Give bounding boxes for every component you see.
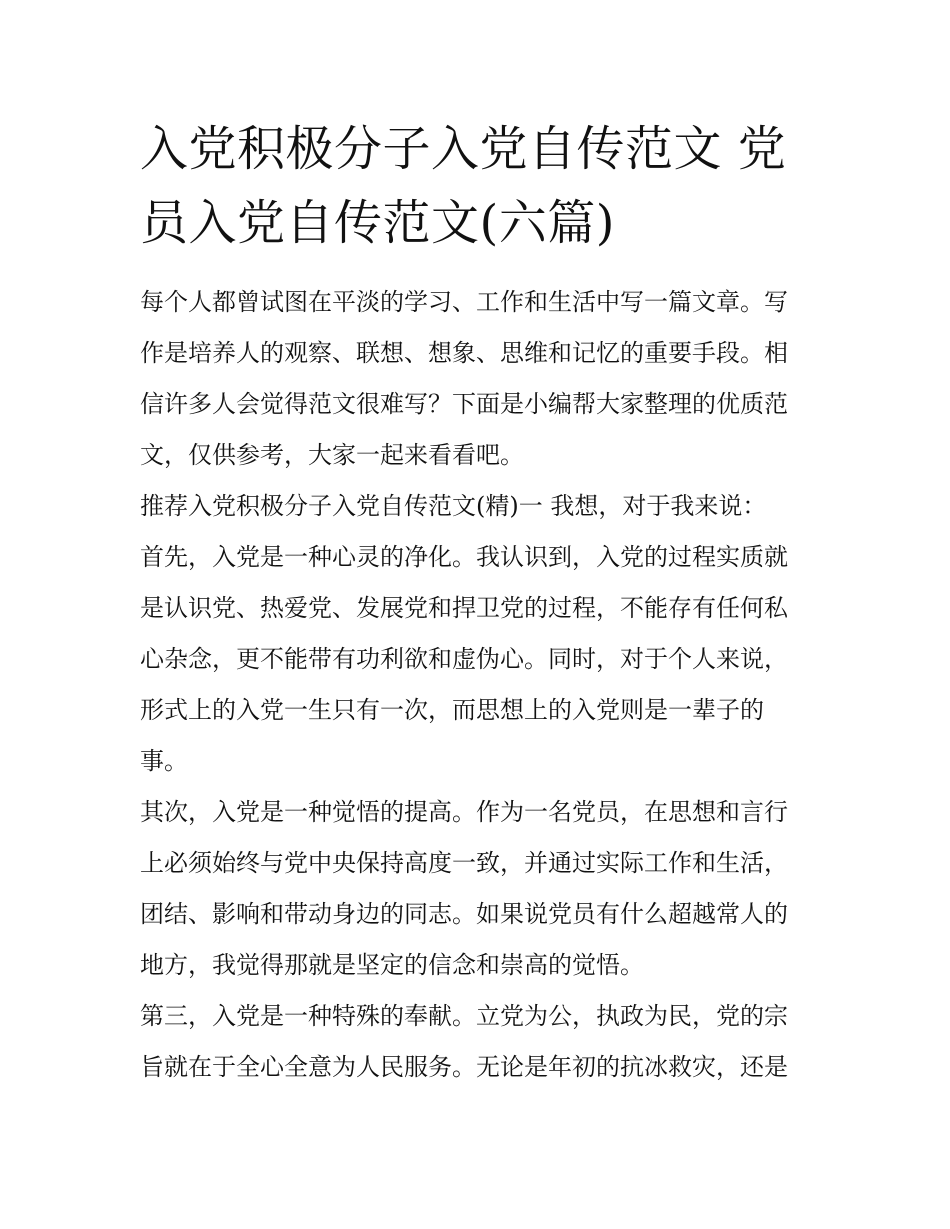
body-line: 推荐入党积极分子入党自传范文(精)一 我想，对于我来说： (140, 492, 767, 520)
body-line: 第三，入党是一种特殊的奉献。立党为公，执政为民，党的宗 (140, 1002, 788, 1030)
body-line: 团结、影响和带动身边的同志。如果说党员有什么超越常人的 (140, 900, 788, 928)
body-line: 每个人都曾试图在平淡的学习、工作和生活中写一篇文章。写 (140, 288, 788, 316)
body-line: 是认识党、热爱党、发展党和捍卫党的过程，不能存有任何私 (140, 594, 788, 622)
body-line: 旨就在于全心全意为人民服务。无论是年初的抗冰救灾，还是 (140, 1053, 788, 1081)
document-body (140, 277, 820, 1093)
body-line: 作是培养人的观察、联想、想象、思维和记忆的重要手段。相 (140, 339, 788, 367)
body-line: 上必须始终与党中央保持高度一致，并通过实际工作和生活， (140, 849, 788, 877)
title-line: 入党积极分子入党自传范文 党 (140, 121, 787, 177)
body-line: 心杂念，更不能带有功利欲和虚伪心。同时，对于个人来说， (140, 645, 788, 673)
body-line: 形式上的入党一生只有一次，而思想上的入党则是一辈子的 (140, 696, 764, 724)
body-line: 事。 (140, 747, 188, 775)
body-line: 信许多人会觉得范文很难写？下面是小编帮大家整理的优质范 (140, 390, 788, 418)
body-line: 其次，入党是一种觉悟的提高。作为一名党员，在思想和言行 (140, 798, 788, 826)
body-line: 首先，入党是一种心灵的净化。我认识到，入党的过程实质就 (140, 543, 788, 571)
body-line: 地方，我觉得那就是坚定的信念和崇高的觉悟。 (140, 951, 644, 979)
body-line: 文，仅供参考，大家一起来看看吧。 (140, 441, 524, 469)
title-line: 员入党自传范文(六篇) (140, 195, 615, 251)
document-title (140, 112, 812, 260)
